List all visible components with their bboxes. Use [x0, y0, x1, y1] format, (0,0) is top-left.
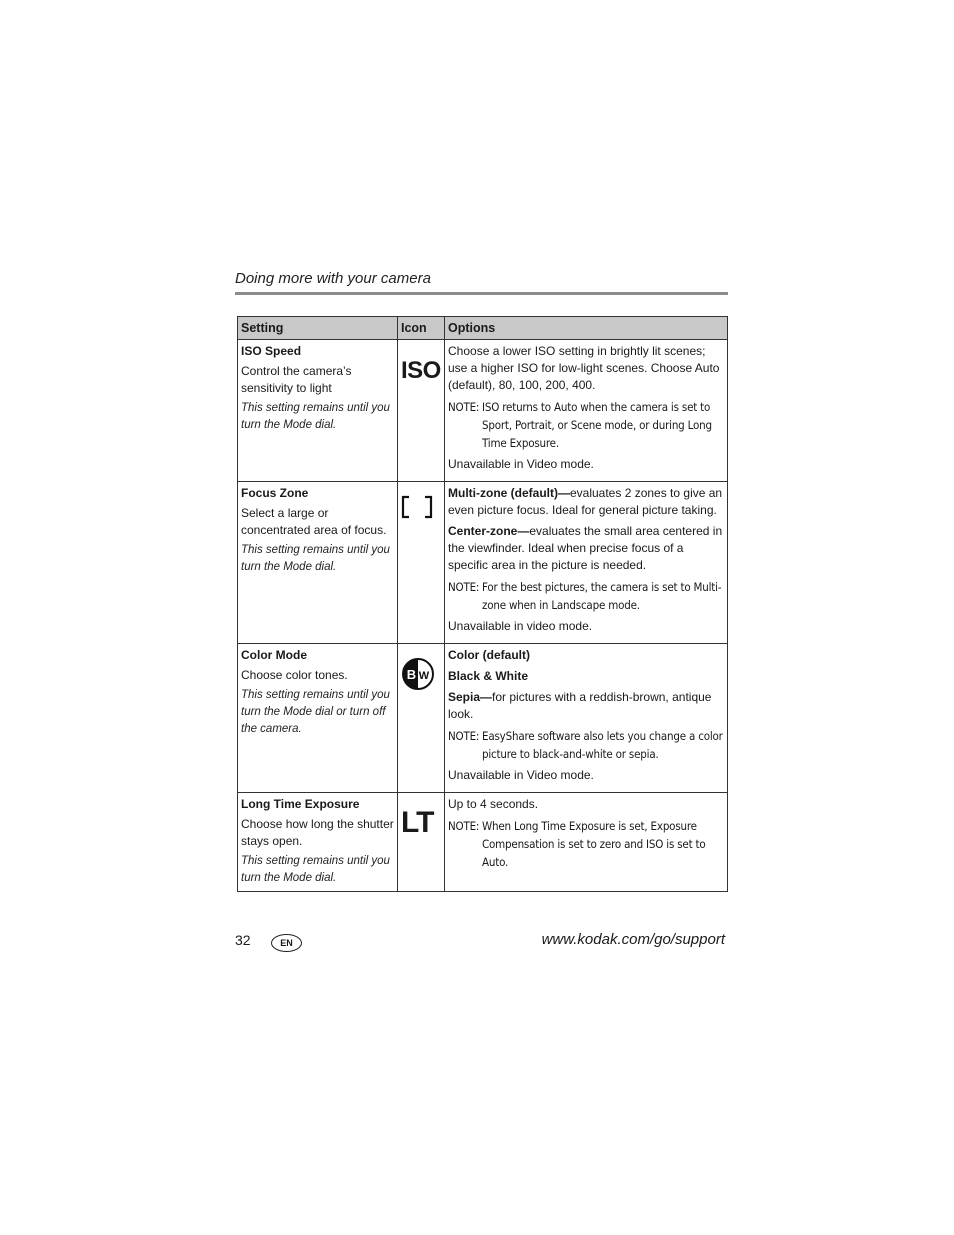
- table-row-focus-zone: [238, 482, 728, 644]
- setting-name: ISO Speed: [241, 344, 302, 358]
- option-multi-zone: Multi-zone (default)—evaluates 2 zones to give an even picture focus. Ideal for general picture taking.: [448, 486, 723, 517]
- page-header-title: Doing more with your camera: [235, 270, 431, 287]
- settings-table: [237, 316, 728, 892]
- setting-description: Control the camera’s sensitivity to light: [241, 364, 352, 395]
- option-note: [448, 398, 725, 452]
- note-label: NOTE:: [448, 580, 480, 594]
- icon-cell: [398, 793, 445, 892]
- note-text: ISO returns to Auto when the camera is set to Sport, Portrait, or Scene mode, or during Long Time Exposure.: [482, 400, 712, 450]
- table-row-color-mode: [238, 644, 728, 793]
- setting-name: Long Time Exposure: [241, 797, 360, 811]
- option-sepia: Sepia—for pictures with a reddish-brown, antique look.: [448, 690, 712, 721]
- table-header-row: [238, 317, 728, 340]
- option-color: Color (default): [448, 648, 530, 662]
- icon-cell: [398, 482, 445, 644]
- note-text: For the best pictures, the camera is set to Multi-zone when in Landscape mode.: [482, 580, 722, 612]
- options-cell: [445, 644, 728, 793]
- language-badge: EN: [271, 934, 302, 952]
- note-text: EasyShare software also lets you change a color picture to black-and-white or sepia.: [482, 729, 723, 761]
- column-header-setting: Setting: [238, 317, 398, 340]
- long-time-icon: LT: [401, 806, 434, 839]
- focus-zone-icon: [401, 495, 433, 519]
- option-note: [448, 727, 725, 763]
- option-black-white: Black & White: [448, 669, 529, 683]
- setting-persistence-note: This setting remains until you turn the Mode dial or turn off the camera.: [241, 689, 390, 735]
- iso-icon: ISO: [401, 357, 441, 384]
- setting-name: Focus Zone: [241, 486, 309, 500]
- setting-persistence-note: This setting remains until you turn the Mode dial.: [241, 855, 390, 884]
- options-cell: [445, 793, 728, 892]
- options-cell: [445, 482, 728, 644]
- option-center-zone: Center-zone—evaluates the small area centered in the viewfinder. Ideal when precise focus of a specific area in the picture is needed.: [448, 524, 723, 572]
- note-label: NOTE:: [448, 729, 480, 743]
- table-row-long-time-exposure: [238, 793, 728, 892]
- page-number: 32: [235, 932, 251, 948]
- column-header-options: Options: [445, 317, 728, 340]
- setting-description: Choose how long the shutter stays open.: [241, 817, 394, 848]
- option-note: [448, 578, 725, 614]
- option-note: [448, 817, 725, 871]
- unavailable-text: Unavailable in Video mode.: [448, 768, 594, 782]
- setting-cell: [238, 340, 398, 482]
- setting-description: Choose color tones.: [241, 668, 348, 682]
- options-cell: [445, 340, 728, 482]
- icon-cell: [398, 644, 445, 793]
- unavailable-text: Unavailable in video mode.: [448, 619, 593, 633]
- svg-text:W: W: [418, 670, 430, 682]
- setting-persistence-note: This setting remains until you turn the Mode dial.: [241, 544, 390, 573]
- setting-cell: [238, 482, 398, 644]
- note-text: When Long Time Exposure is set, Exposure Compensation is set to zero and ISO is set to Auto.: [482, 819, 706, 869]
- unavailable-text: Unavailable in Video mode.: [448, 457, 594, 471]
- option-text: Choose a lower ISO setting in brightly lit scenes; use a higher ISO for low-light scenes. Choose Auto (default), 80, 100, 200, 400.: [448, 344, 720, 392]
- header-divider: [235, 292, 728, 295]
- svg-text:B: B: [406, 667, 417, 682]
- note-label: NOTE:: [448, 819, 480, 833]
- column-header-icon: Icon: [398, 317, 445, 340]
- support-url[interactable]: www.kodak.com/go/support: [541, 931, 725, 948]
- black-and-white-icon: [401, 657, 435, 691]
- setting-cell: [238, 793, 398, 892]
- setting-description: Select a large or concentrated area of focus.: [241, 506, 387, 537]
- setting-name: Color Mode: [241, 648, 307, 662]
- option-text: Up to 4 seconds.: [448, 797, 539, 811]
- setting-persistence-note: This setting remains until you turn the Mode dial.: [241, 402, 390, 431]
- icon-cell: [398, 340, 445, 482]
- setting-cell: [238, 644, 398, 793]
- table-row-iso-speed: [238, 340, 728, 482]
- note-label: NOTE:: [448, 400, 480, 414]
